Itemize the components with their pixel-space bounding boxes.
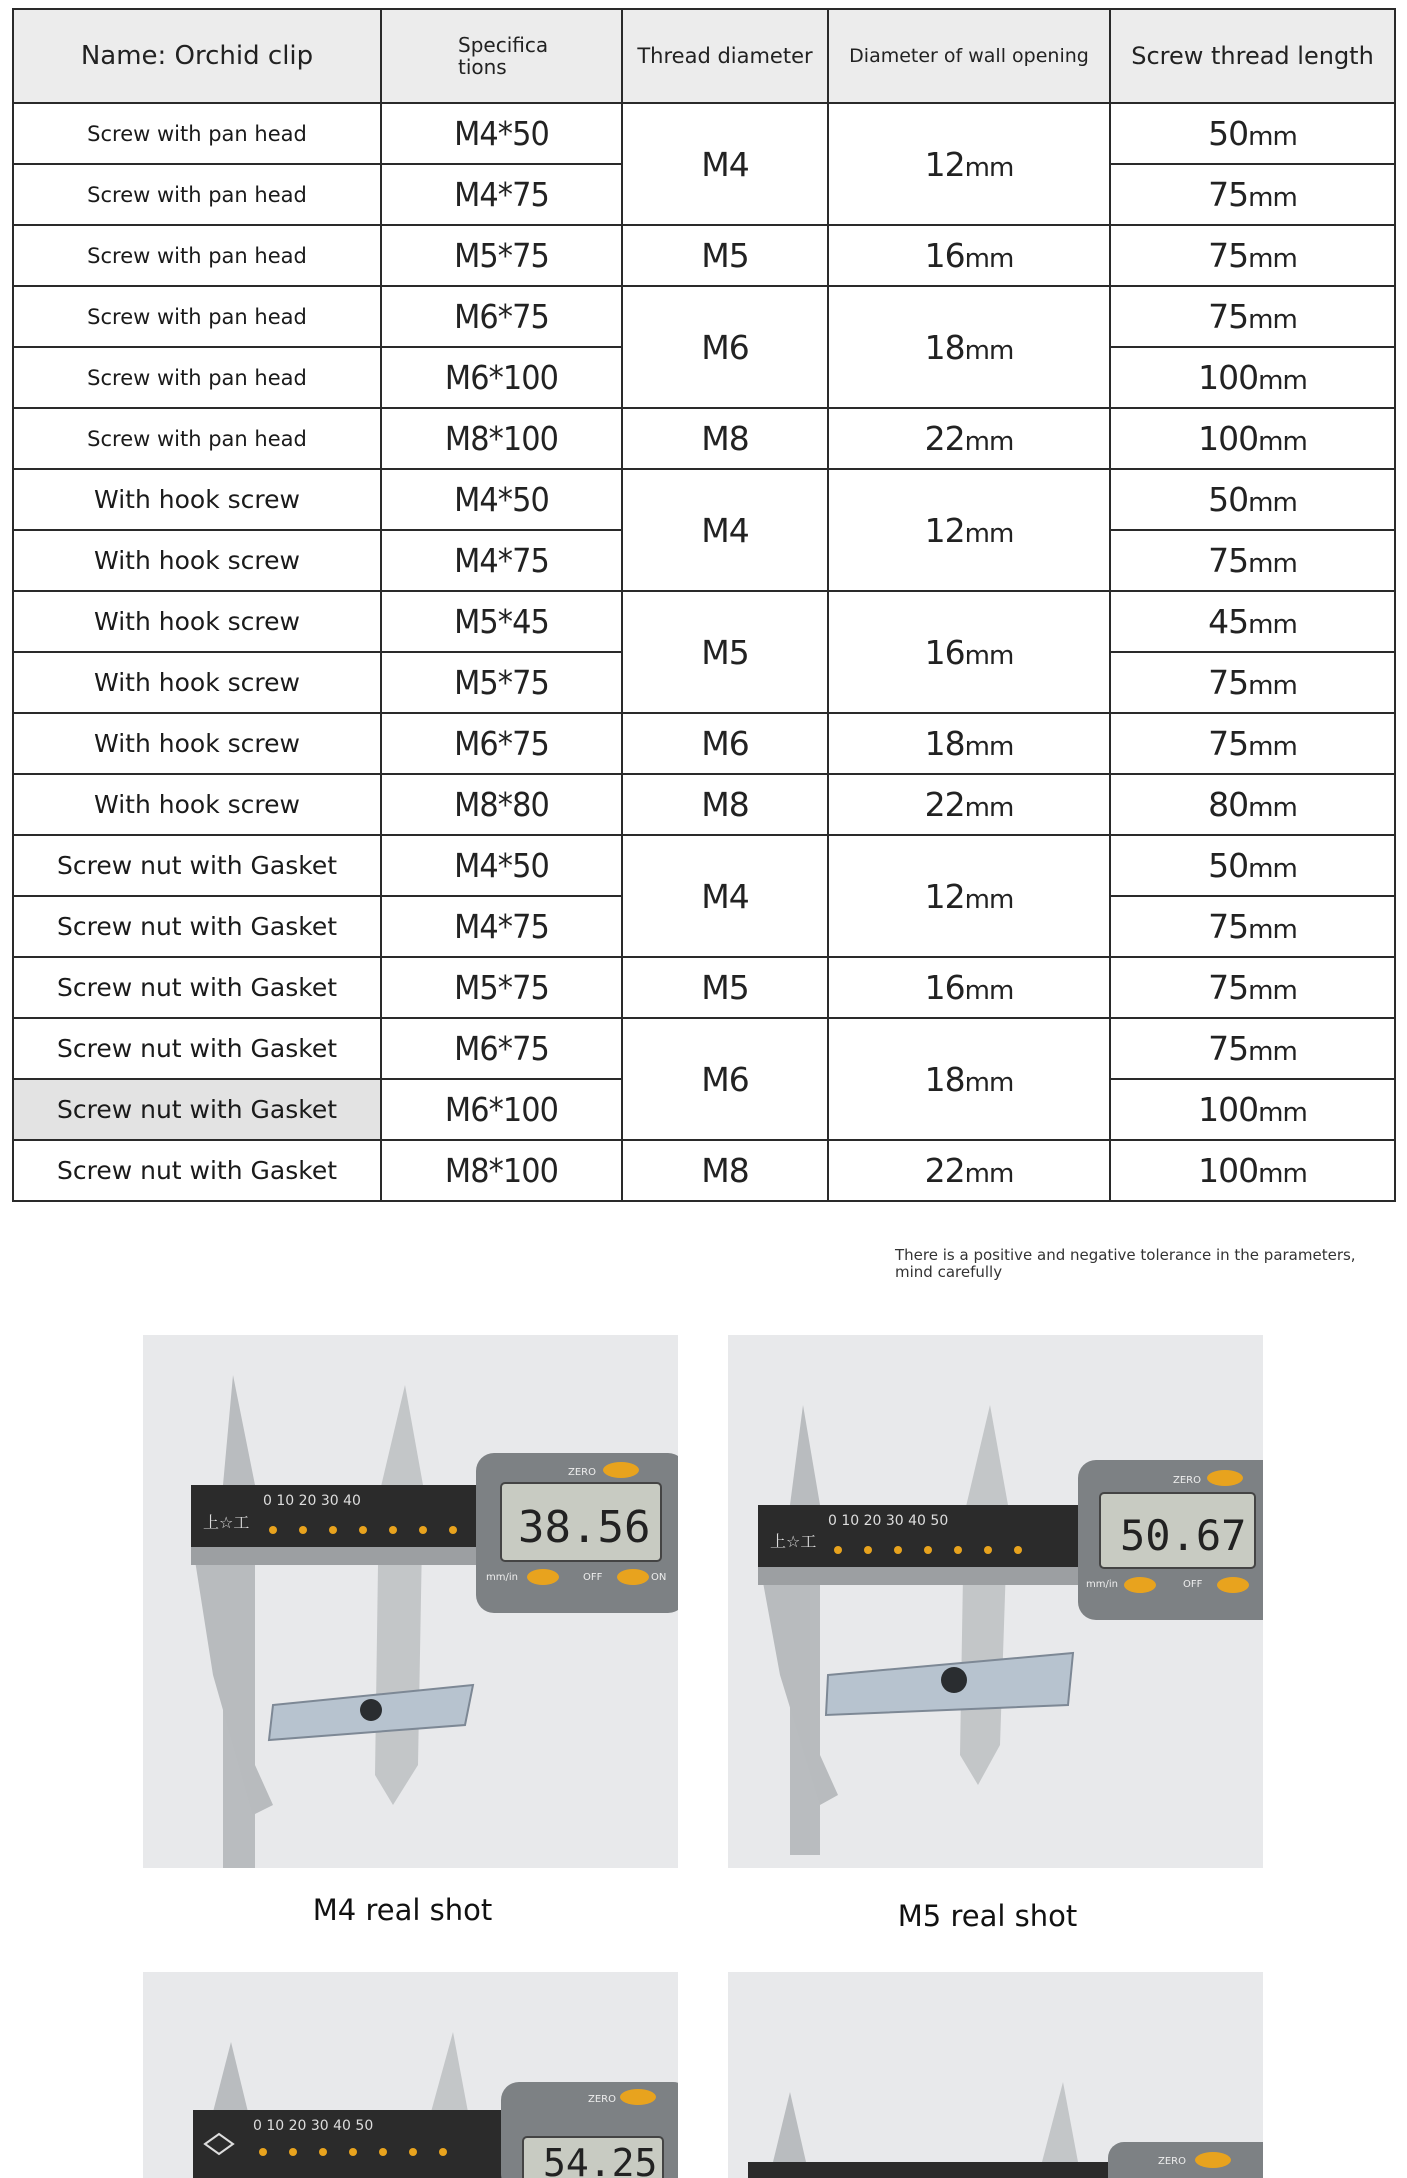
caption-m5: M5 real shot [897, 1899, 1078, 1933]
caliper-scale: 0 10 20 30 40 [263, 1493, 361, 1509]
caliper-illustration [143, 1972, 678, 2178]
cell-length: 100mm [1110, 408, 1395, 469]
cell-length: 100mm [1110, 1140, 1395, 1201]
cell-name: Screw with pan head [13, 164, 381, 225]
cell-length: 75mm [1110, 1018, 1395, 1079]
cell-name: Screw nut with Gasket [13, 835, 381, 896]
cell-thread: M8 [622, 774, 828, 835]
caliper-reading: 54.25 [543, 2141, 658, 2178]
cell-length: 45mm [1110, 591, 1395, 652]
table-row [13, 469, 1395, 530]
table-row [13, 835, 1395, 896]
cell-name: Screw nut with Gasket [13, 1079, 381, 1140]
cell-thread: M8 [622, 1140, 828, 1201]
cell-name: With hook screw [13, 530, 381, 591]
caliper-zero-label: ZERO [1173, 1475, 1201, 1486]
cell-length: 50mm [1110, 469, 1395, 530]
cell-name: With hook screw [13, 774, 381, 835]
cell-wall: 18mm [828, 713, 1110, 774]
table-row [13, 713, 1395, 774]
table-row [13, 1018, 1395, 1079]
cell-spec: M8*100 [391, 1140, 613, 1201]
cell-spec: M6*100 [391, 1079, 613, 1140]
caliper-brand: 上☆工 [203, 1513, 250, 1532]
cell-length: 100mm [1110, 1079, 1395, 1140]
table-row [13, 408, 1395, 469]
cell-spec: M5*75 [391, 652, 613, 713]
caliper-off-label: OFF [1183, 1579, 1203, 1590]
cell-name: Screw with pan head [13, 347, 381, 408]
cell-name: With hook screw [13, 652, 381, 713]
cell-spec: M5*75 [391, 225, 613, 286]
caliper-zero-label: ZERO [568, 1467, 596, 1478]
cell-spec: M4*50 [391, 103, 613, 164]
cell-name: Screw with pan head [13, 225, 381, 286]
cell-wall: 22mm [828, 1140, 1110, 1201]
caliper-off-label: OFF [583, 1572, 603, 1583]
photo-m5-caliper [728, 1335, 1263, 1868]
cell-thread: M5 [622, 225, 828, 286]
cell-name: With hook screw [13, 713, 381, 774]
cell-name: With hook screw [13, 469, 381, 530]
cell-thread: M6 [622, 1018, 828, 1140]
cell-thread: M6 [622, 713, 828, 774]
cell-thread: M8 [622, 408, 828, 469]
caliper-brand: 上☆工 [770, 1532, 817, 1551]
caption-m4: M4 real shot [312, 1893, 493, 1927]
cell-length: 50mm [1110, 103, 1395, 164]
cell-length: 75mm [1110, 164, 1395, 225]
cell-thread: M4 [622, 103, 828, 225]
cell-thread: M5 [622, 957, 828, 1018]
header-spec-line2: tions [458, 55, 507, 79]
header-wall-opening: Diameter of wall opening [828, 9, 1110, 103]
cell-name: Screw nut with Gasket [13, 1018, 381, 1079]
cell-length: 100mm [1110, 347, 1395, 408]
cell-name: Screw with pan head [13, 286, 381, 347]
table-row [13, 774, 1395, 835]
caliper-zero-label: ZERO [588, 2094, 616, 2105]
cell-spec: M8*100 [391, 408, 613, 469]
cell-length: 50mm [1110, 835, 1395, 896]
cell-thread: M4 [622, 835, 828, 957]
cell-thread: M4 [622, 469, 828, 591]
caliper-unit-label: mm/in [486, 1572, 518, 1583]
cell-length: 80mm [1110, 774, 1395, 835]
photo-m6-caliper [143, 1972, 678, 2178]
table-row [13, 957, 1395, 1018]
cell-spec: M6*100 [391, 347, 613, 408]
table-row [13, 103, 1395, 164]
tolerance-note: There is a positive and negative tolerance in the parameters, mind carefully [895, 1246, 1356, 1281]
cell-length: 75mm [1110, 225, 1395, 286]
cell-wall: 16mm [828, 225, 1110, 286]
caliper-illustration [728, 1335, 1263, 1868]
caliper-unit-label: mm/in [1086, 1579, 1118, 1590]
caliper-zero-label: ZERO [1158, 2156, 1186, 2167]
cell-thread: M6 [622, 286, 828, 408]
cell-wall: 12mm [828, 835, 1110, 957]
cell-spec: M6*75 [391, 286, 613, 347]
cell-wall: 12mm [828, 469, 1110, 591]
cell-spec: M4*75 [391, 530, 613, 591]
cell-name: Screw nut with Gasket [13, 896, 381, 957]
cell-length: 75mm [1110, 530, 1395, 591]
caliper-reading: 50.67 [1120, 1511, 1247, 1560]
caliper-scale: 0 10 20 30 40 50 [828, 1513, 949, 1529]
cell-wall: 16mm [828, 957, 1110, 1018]
header-thread-length: Screw thread length [1110, 9, 1395, 103]
cell-spec: M5*75 [391, 957, 613, 1018]
cell-spec: M4*75 [391, 164, 613, 225]
cell-name: With hook screw [13, 591, 381, 652]
cell-spec: M4*50 [391, 469, 613, 530]
caliper-reading: 38.56 [518, 1502, 651, 1553]
cell-length: 75mm [1110, 652, 1395, 713]
cell-name: Screw with pan head [13, 408, 381, 469]
cell-length: 75mm [1110, 713, 1395, 774]
cell-length: 75mm [1110, 896, 1395, 957]
cell-spec: M4*75 [391, 896, 613, 957]
photo-m4-caliper [143, 1335, 678, 1868]
cell-spec: M8*80 [391, 774, 613, 835]
cell-thread: M5 [622, 591, 828, 713]
cell-name: Screw with pan head [13, 103, 381, 164]
header-name: Name: Orchid clip [13, 9, 381, 103]
caliper-illustration [728, 1972, 1263, 2178]
cell-length: 75mm [1110, 286, 1395, 347]
spec-table [12, 8, 1396, 1202]
cell-wall: 22mm [828, 774, 1110, 835]
cell-wall: 18mm [828, 1018, 1110, 1140]
table-row [13, 1140, 1395, 1201]
table-row [13, 225, 1395, 286]
table-row [13, 591, 1395, 652]
cell-name: Screw nut with Gasket [13, 957, 381, 1018]
cell-wall: 22mm [828, 408, 1110, 469]
cell-length: 75mm [1110, 957, 1395, 1018]
cell-spec: M4*50 [391, 835, 613, 896]
caliper-on-label: ON [651, 1572, 667, 1583]
cell-spec: M5*45 [391, 591, 613, 652]
cell-spec: M6*75 [391, 713, 613, 774]
table-row [13, 286, 1395, 347]
header-specifications [381, 9, 622, 103]
cell-spec: M6*75 [391, 1018, 613, 1079]
header-thread-diameter: Thread diameter [622, 9, 828, 103]
photo-m8-caliper [728, 1972, 1263, 2178]
caliper-scale: 0 10 20 30 40 50 [253, 2118, 374, 2134]
caliper-illustration [143, 1335, 678, 1868]
cell-wall: 16mm [828, 591, 1110, 713]
cell-wall: 12mm [828, 103, 1110, 225]
header-row [13, 9, 1395, 103]
header-spec-line1: Specifica [458, 33, 549, 57]
cell-wall: 18mm [828, 286, 1110, 408]
cell-name: Screw nut with Gasket [13, 1140, 381, 1201]
